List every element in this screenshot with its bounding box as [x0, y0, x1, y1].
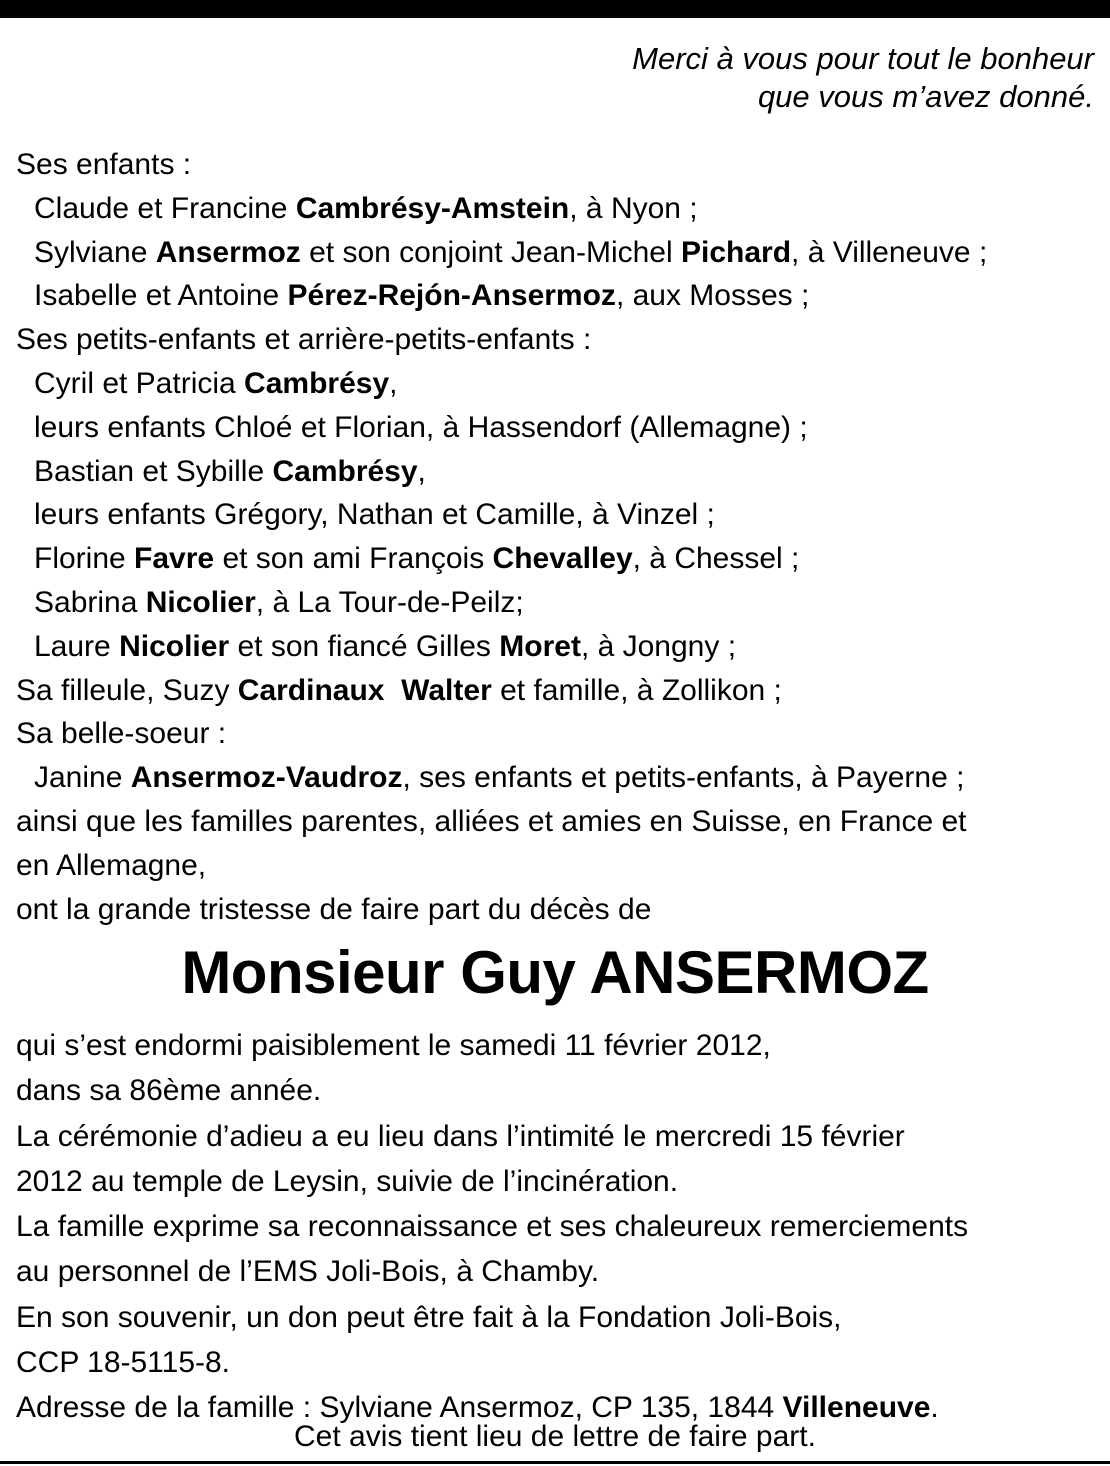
family-list: [16, 143, 1096, 931]
details-line-7: En son souvenir, un don peut être fait à la Fondation Joli-Bois,: [16, 1300, 842, 1334]
details-line-2: dans sa 86ème année.: [16, 1074, 322, 1108]
details-line-6: au personnel de l’EMS Joli-Bois, à Chamby.: [16, 1255, 600, 1289]
grandchild-4-given-name: Sabrina: [34, 585, 146, 619]
child-2-partner-surname: Pichard: [680, 235, 792, 269]
goddaughter-surname-2: Walter: [401, 673, 492, 707]
child-3-surname: Pérez-Rejón-Ansermoz: [287, 279, 616, 313]
goddaughter-line: [16, 669, 1096, 713]
announcement-line: ont la grande tristesse de faire part du décès de: [16, 892, 652, 926]
child-2-place: , à Villeneuve ;: [791, 235, 988, 269]
grandchild-1-surname: Cambrésy: [244, 366, 390, 400]
deceased-name: Monsieur Guy ANSERMOZ: [181, 939, 929, 1006]
grandchild-1-children: leurs enfants Chloé et Florian, à Hassendorf (Allemagne) ;: [34, 410, 808, 444]
family-address-text: Adresse de la famille : Sylviane Ansermoz, CP 135, 1844: [16, 1391, 783, 1425]
details-line-5: La famille exprime sa reconnaissance et ses chaleureux remerciements: [16, 1210, 969, 1244]
sister-in-law-line: [16, 756, 1096, 800]
epigraph-line-2: que vous m’avez donné.: [757, 79, 1094, 114]
grandchild-line-4: [16, 581, 1096, 625]
child-3-given-names: Isabelle et Antoine: [34, 279, 288, 313]
grandchild-line-1: [16, 362, 1096, 406]
grandchild-5-place: , à Jongny ;: [580, 629, 737, 663]
child-line-2: [16, 231, 1096, 275]
grandchild-5-partner-text: et son fiancé Gilles: [229, 629, 500, 663]
grandchild-5-surname: Nicolier: [119, 629, 230, 663]
goddaughter-place: et famille, à Zollikon ;: [491, 673, 782, 707]
child-1-place: , à Nyon ;: [569, 191, 698, 225]
sister-in-law-header: Sa belle-soeur :: [16, 717, 227, 751]
grandchild-5-partner-surname: Moret: [499, 629, 581, 663]
child-1-given-names: Claude et Francine: [34, 191, 296, 225]
epigraph: [632, 40, 1094, 116]
sister-in-law-given-name: Janine: [34, 761, 131, 795]
grandchild-3-partner-text: et son ami François: [214, 542, 493, 576]
details-line-8: CCP 18-5115-8.: [16, 1346, 231, 1380]
family-address-city: Villeneuve: [782, 1391, 931, 1425]
grandchild-3-given-name: Florine: [34, 542, 135, 576]
grandchild-line-2: [16, 450, 1096, 494]
family-address-punct: .: [930, 1391, 939, 1425]
grandchild-line-5: [16, 625, 1096, 669]
grandchild-4-place: , à La Tour-de-Peilz;: [255, 585, 524, 619]
child-line-3: [16, 274, 1096, 318]
grandchild-3-surname: Favre: [134, 542, 215, 576]
details-line-4: 2012 au temple de Leysin, suivie de l’incinération.: [16, 1164, 679, 1198]
child-2-given-name: Sylviane: [34, 235, 156, 269]
child-2-partner-text: et son conjoint Jean-Michel: [300, 235, 681, 269]
grandchild-2-given-names: Bastian et Sybille: [34, 454, 273, 488]
grandchildren-header: Ses petits-enfants et arrière-petits-enfants :: [16, 323, 592, 357]
ceremony-details: [16, 1023, 1096, 1431]
sister-in-law-surname: Ansermoz-Vaudroz: [130, 761, 403, 795]
goddaughter-intro: Sa filleule, Suzy: [16, 673, 238, 707]
child-line-1: [16, 187, 1096, 231]
grandchild-2-punct: ,: [417, 454, 426, 488]
details-line-1: qui s’est endormi paisiblement le samedi 11 février 2012,: [16, 1029, 771, 1062]
grandchild-1-given-names: Cyril et Patricia: [34, 366, 245, 400]
extended-family-line-1: ainsi que les familles parentes, alliées et amies en Suisse, en France et: [16, 804, 967, 838]
child-2-surname: Ansermoz: [155, 235, 301, 269]
child-1-surname: Cambrésy-Amstein: [295, 191, 570, 225]
goddaughter-surname-1: Cardinaux: [237, 673, 385, 707]
grandchild-4-surname: Nicolier: [145, 585, 256, 619]
grandchild-line-3: [16, 537, 1096, 581]
grandchild-2-children: leurs enfants Grégory, Nathan et Camille, à Vinzel ;: [34, 498, 715, 532]
children-header: Ses enfants :: [16, 148, 192, 181]
closing-note: Cet avis tient lieu de lettre de faire part.: [294, 1420, 816, 1453]
grandchild-2-surname: Cambrésy: [272, 454, 418, 488]
grandchild-1-punct: ,: [389, 366, 398, 400]
details-line-3: La cérémonie d’adieu a eu lieu dans l’intimité le mercredi 15 février: [16, 1119, 905, 1153]
top-border-rule: [0, 0, 1110, 18]
epigraph-line-1: Merci à vous pour tout le bonheur: [632, 41, 1094, 76]
extended-family-line-2: en Allemagne,: [16, 848, 207, 882]
sister-in-law-place: , ses enfants et petits-enfants, à Payerne ;: [402, 761, 965, 795]
goddaughter-spacer: [385, 674, 402, 707]
grandchild-5-given-name: Laure: [34, 629, 120, 663]
child-3-place: , aux Mosses ;: [615, 279, 810, 313]
bottom-border-rule: [0, 1461, 1110, 1464]
grandchild-3-partner-surname: Chevalley: [492, 542, 633, 576]
grandchild-3-place: , à Chessel ;: [632, 542, 800, 576]
